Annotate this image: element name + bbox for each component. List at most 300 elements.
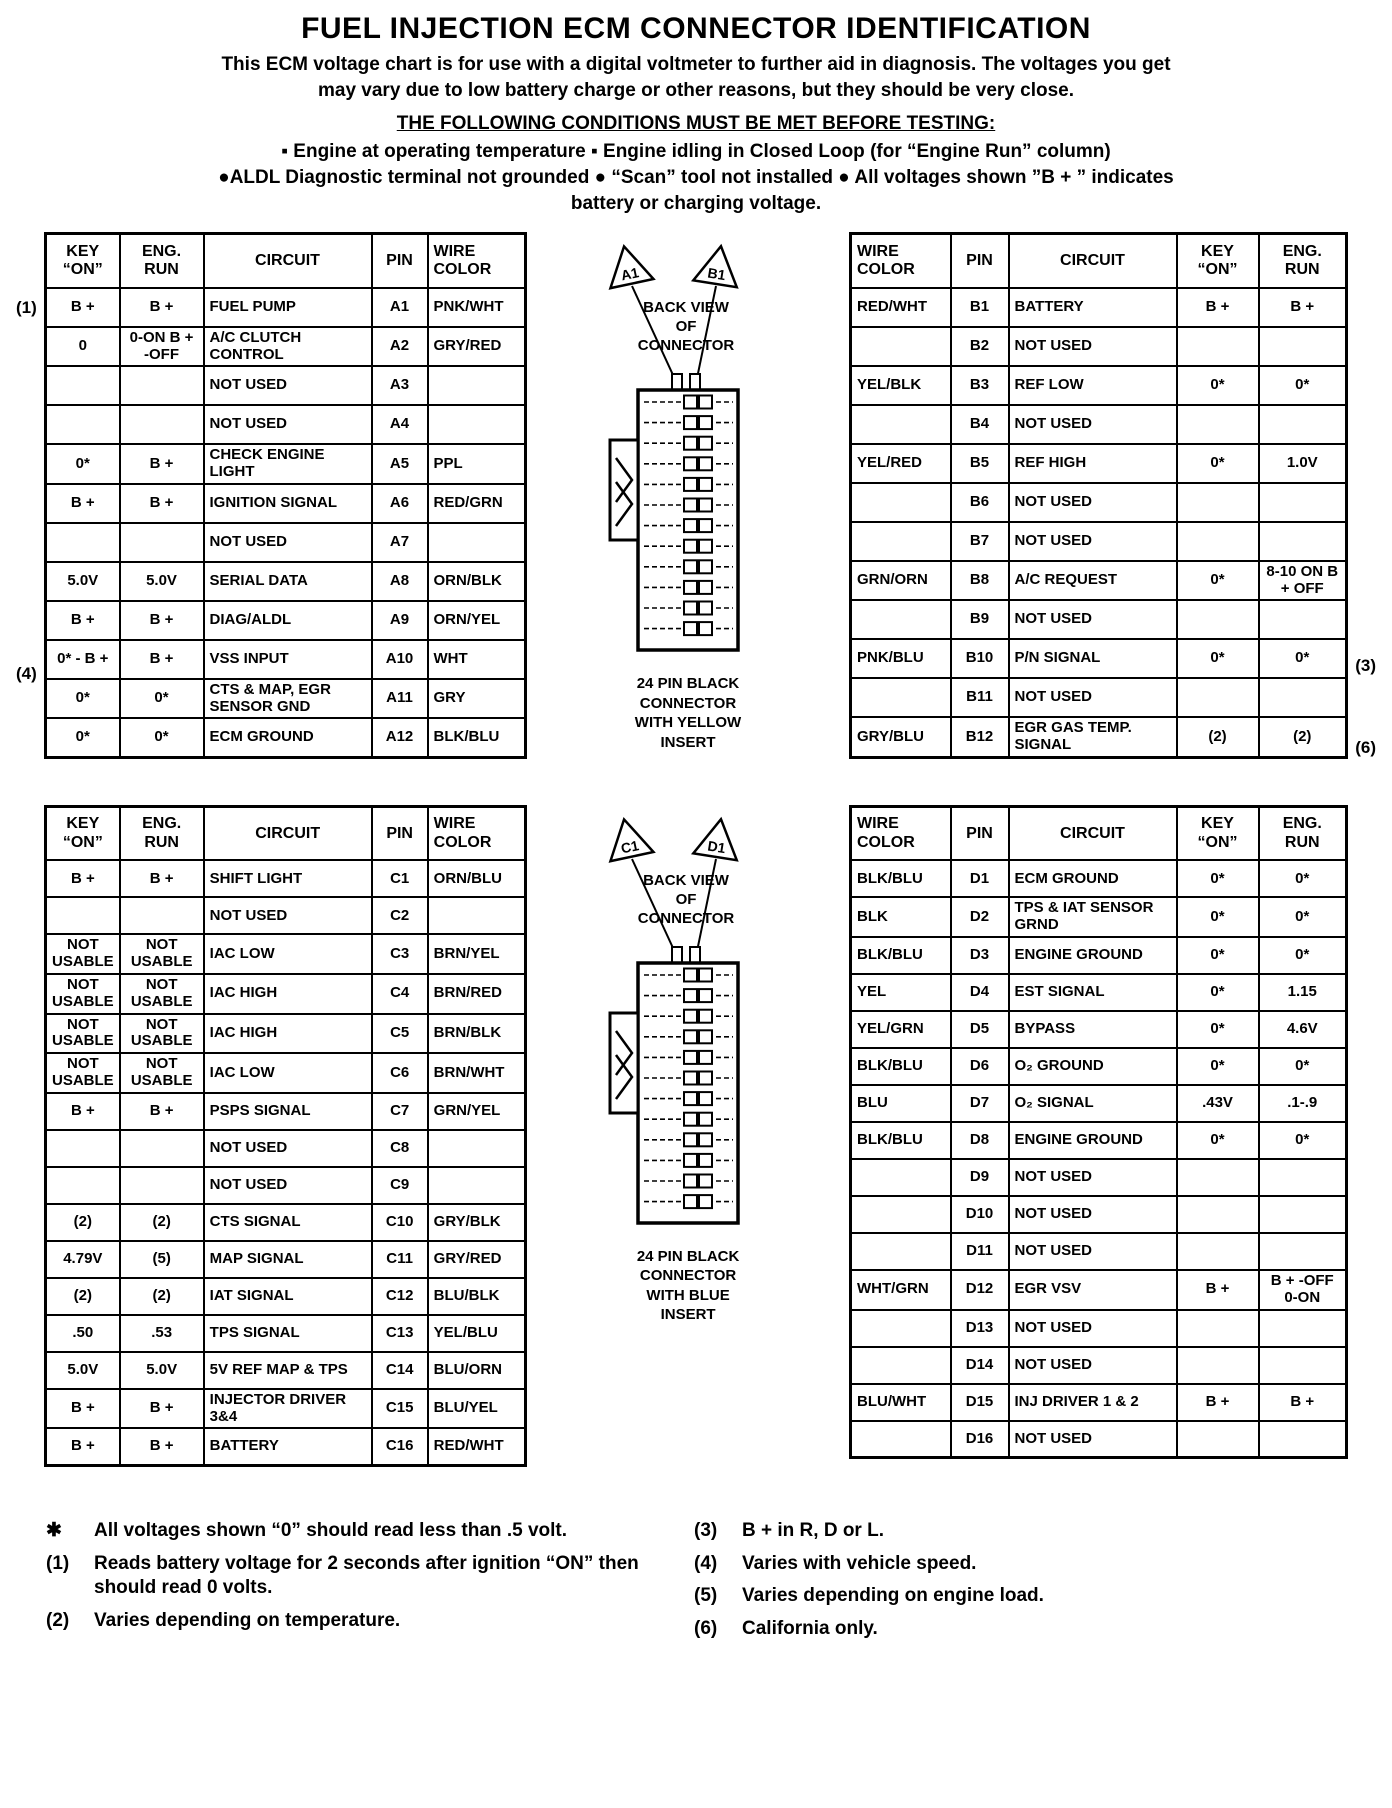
table-cell: A8 — [372, 562, 428, 601]
table-cell: D4 — [951, 974, 1009, 1011]
table-cell: B6 — [951, 483, 1009, 522]
table-cell: BATTERY — [1009, 288, 1177, 327]
footnote-marker: ✱ — [46, 1519, 62, 1541]
table-cell: (2) — [46, 1204, 120, 1241]
table-row — [851, 717, 1347, 757]
table-cell: YEL/BLU — [428, 1315, 526, 1352]
table-cell: D5 — [951, 1011, 1009, 1048]
table-cell: BRN/RED — [428, 974, 526, 1014]
table-cell: NOT USED — [1009, 522, 1177, 561]
table-cell — [1259, 1196, 1347, 1233]
column-header-circuit: CIRCUIT — [1009, 234, 1177, 288]
footnote — [694, 1617, 1346, 1642]
table-cell: SERIAL DATA — [204, 562, 372, 601]
table-cell: NOT USED — [1009, 1159, 1177, 1196]
section-connector-ab — [14, 232, 1378, 759]
table-cell: B + — [1177, 288, 1259, 327]
table-cell — [1177, 405, 1259, 444]
table-cell: B4 — [951, 405, 1009, 444]
table-cell: NOT USED — [204, 405, 372, 444]
table-row — [851, 483, 1347, 522]
column-header-wire: WIRE COLOR — [851, 806, 951, 860]
column-header-circuit: CIRCUIT — [204, 234, 372, 288]
footnote-marker: (5) — [694, 1585, 718, 1607]
table-cell: YEL/RED — [851, 444, 951, 483]
table-row — [46, 405, 526, 444]
table-cell: D9 — [951, 1159, 1009, 1196]
footnotes-left-column — [46, 1519, 646, 1650]
conditions-heading: THE FOLLOWING CONDITIONS MUST BE MET BEFORE TESTING: — [396, 113, 996, 135]
table-cell: CHECK ENGINE LIGHT — [204, 444, 372, 484]
footnote-marker: (1) — [46, 1552, 70, 1574]
footnote-marker: (3) — [694, 1519, 718, 1541]
column-header-circuit: CIRCUIT — [204, 806, 372, 860]
table-cell: NOT USED — [204, 1130, 372, 1167]
table-cell — [120, 405, 204, 444]
table-cell: C12 — [372, 1278, 428, 1315]
table-cell — [46, 405, 120, 444]
table-cell: C14 — [372, 1352, 428, 1389]
table-cell: 0* — [1177, 639, 1259, 678]
table-cell: D15 — [951, 1384, 1009, 1421]
table-row — [851, 405, 1347, 444]
table-cell: A11 — [372, 679, 428, 719]
table-cell: TPS & IAT SENSOR GRND — [1009, 897, 1177, 937]
table-cell: 0* — [1259, 860, 1347, 897]
table-cell: 0* — [1177, 860, 1259, 897]
table-cell: (2) — [120, 1278, 204, 1315]
table-cell: D14 — [951, 1347, 1009, 1384]
caption-line: 24 PIN BLACK — [636, 1247, 740, 1265]
table-row — [46, 1428, 526, 1465]
table-cell: 5.0V — [120, 1352, 204, 1389]
table-cell — [46, 1130, 120, 1167]
table-cell: CTS & MAP, EGR SENSOR GND — [204, 679, 372, 719]
warning-triangle-a1-icon — [603, 242, 654, 288]
footnote-text: B + in R, D or L. — [742, 1519, 884, 1541]
table-cell: P/N SIGNAL — [1009, 639, 1177, 678]
margin-note-b10: (3) — [1355, 656, 1376, 676]
table-row — [851, 1159, 1347, 1196]
table-cell: NOT USED — [204, 523, 372, 562]
footnotes — [14, 1519, 1378, 1650]
table-cell: BLU/ORN — [428, 1352, 526, 1389]
table-cell: (2) — [120, 1204, 204, 1241]
table-row — [46, 860, 526, 897]
table-cell: 5.0V — [120, 562, 204, 601]
table-cell: EGR GAS TEMP. SIGNAL — [1009, 717, 1177, 757]
table-cell — [1177, 600, 1259, 639]
table-cell: YEL — [851, 974, 951, 1011]
table-row — [851, 444, 1347, 483]
table-cell: BLK/BLU — [428, 718, 526, 757]
table-cell — [120, 1167, 204, 1204]
table-cell: (5) — [120, 1241, 204, 1278]
table-cell: GRY — [428, 679, 526, 719]
table-cell: A/C CLUTCH CONTROL — [204, 327, 372, 367]
table-cell: 4.79V — [46, 1241, 120, 1278]
caption-line: WITH BLUE — [646, 1286, 730, 1304]
table-cell: C6 — [372, 1053, 428, 1093]
table-cell: A12 — [372, 718, 428, 757]
table-cell: 0* — [46, 679, 120, 719]
column-header-pin: PIN — [372, 234, 428, 288]
table-cell: SHIFT LIGHT — [204, 860, 372, 897]
table-cell: TPS SIGNAL — [204, 1315, 372, 1352]
footnote — [694, 1552, 1346, 1577]
table-cell: GRN/YEL — [428, 1093, 526, 1130]
back-view-label-line2: OF — [675, 318, 697, 336]
table-cell: BLU — [851, 1085, 951, 1122]
table-cell: B + — [120, 1428, 204, 1465]
table-cell: IAC LOW — [204, 1053, 372, 1093]
table-cell: 5.0V — [46, 1352, 120, 1389]
table-cell: B + — [120, 444, 204, 484]
table-cell: NOT USED — [1009, 678, 1177, 717]
table-cell: NOT USED — [204, 366, 372, 405]
table-cell: NOT USED — [1009, 1310, 1177, 1347]
conditions-line1: ▪ Engine at operating temperature ▪ Engine idling in Closed Loop (for “Engine Run” column) — [281, 141, 1111, 163]
table-row — [851, 522, 1347, 561]
table-cell — [851, 1159, 951, 1196]
table-cell — [1259, 1159, 1347, 1196]
table-cell: D12 — [951, 1270, 1009, 1310]
table-cell: .43V — [1177, 1085, 1259, 1122]
table-cell: B + -OFF 0-ON — [1259, 1270, 1347, 1310]
warning-triangle-d1-icon — [693, 816, 742, 860]
table-cell: NOT USED — [1009, 483, 1177, 522]
table-cell: B + — [120, 601, 204, 640]
conditions-line3: battery or charging voltage. — [570, 192, 822, 214]
table-cell — [1259, 1347, 1347, 1384]
table-row — [851, 860, 1347, 897]
table-cell: NOT USED — [1009, 327, 1177, 366]
table-cell: 0* — [1177, 561, 1259, 601]
header-row — [46, 806, 526, 860]
column-header-eng-run: ENG. RUN — [1259, 806, 1347, 860]
table-row — [46, 1241, 526, 1278]
table-cell — [46, 523, 120, 562]
table-cell — [1259, 405, 1347, 444]
footnotes-right-column — [694, 1519, 1346, 1650]
table-cell: YEL/BLK — [851, 366, 951, 405]
table-cell: BLU/YEL — [428, 1389, 526, 1429]
table-cell — [1177, 522, 1259, 561]
table-cell: B + — [120, 1093, 204, 1130]
table-cell: .53 — [120, 1315, 204, 1352]
table-row — [851, 1196, 1347, 1233]
table-cell: D8 — [951, 1122, 1009, 1159]
table-row — [851, 897, 1347, 937]
table-cell: RED/WHT — [851, 288, 951, 327]
table-cell: (2) — [1259, 717, 1347, 757]
table-row — [851, 1011, 1347, 1048]
table-cell: B + — [1177, 1384, 1259, 1421]
table-cell: GRY/RED — [428, 327, 526, 367]
table-cell: A1 — [372, 288, 428, 327]
table-cell: C2 — [372, 897, 428, 934]
table-cell: BRN/WHT — [428, 1053, 526, 1093]
column-header-circuit: CIRCUIT — [1009, 806, 1177, 860]
footnote-text: Reads battery voltage for 2 seconds after ignition “ON” then should read 0 volts. — [94, 1552, 639, 1599]
table-cell — [428, 405, 526, 444]
table-cell: B + — [46, 1428, 120, 1465]
table-cell: O₂ SIGNAL — [1009, 1085, 1177, 1122]
back-view-label-line1: BACK VIEW — [643, 299, 729, 317]
table-cell: 0* — [1259, 366, 1347, 405]
intro-text-line1: This ECM voltage chart is for use with a digital voltmeter to further aid in diagnosis. The voltages you get — [221, 54, 1171, 75]
table-cell: 0* - B + — [46, 640, 120, 679]
table-cell: B1 — [951, 288, 1009, 327]
header-row — [851, 234, 1347, 288]
table-cell: BRN/BLK — [428, 1014, 526, 1054]
diagram-caption — [635, 674, 741, 752]
table-cell: C15 — [372, 1389, 428, 1429]
table-cell: B12 — [951, 717, 1009, 757]
table-cell — [1177, 1310, 1259, 1347]
table-cell: 0* — [1177, 1122, 1259, 1159]
table-cell: 0* — [1177, 1011, 1259, 1048]
table-cell: IGNITION SIGNAL — [204, 484, 372, 523]
table-row — [851, 1347, 1347, 1384]
table-row — [851, 1421, 1347, 1458]
column-header-wire: WIRE COLOR — [428, 234, 526, 288]
table-cell: B + — [120, 288, 204, 327]
table-cell: FUEL PUMP — [204, 288, 372, 327]
table-cell: (2) — [1177, 717, 1259, 757]
footnote — [694, 1519, 1346, 1544]
table-cell: D16 — [951, 1421, 1009, 1458]
margin-note-a10: (4) — [16, 664, 37, 684]
table-row — [46, 366, 526, 405]
table-cell — [1177, 1196, 1259, 1233]
table-cell: 0 — [46, 327, 120, 367]
table-cell: BLK/BLU — [851, 1122, 951, 1159]
table-cell: C11 — [372, 1241, 428, 1278]
table-cell: 0* — [1259, 1048, 1347, 1085]
table-cell: IAC HIGH — [204, 1014, 372, 1054]
table-cell — [1259, 327, 1347, 366]
table-cell: NOT USED — [204, 897, 372, 934]
table-cell: 0* — [1177, 1048, 1259, 1085]
table-row — [46, 1093, 526, 1130]
diagram-caption — [637, 1247, 740, 1325]
table-cell: B + — [46, 601, 120, 640]
table-cell: NOT USED — [1009, 405, 1177, 444]
table-cell: B10 — [951, 639, 1009, 678]
table-cell: BLK — [851, 897, 951, 937]
table-cell: 0* — [1259, 937, 1347, 974]
table-cell: B + — [46, 860, 120, 897]
table-cell — [428, 1167, 526, 1204]
pin-grid — [644, 396, 733, 636]
svg-text:C1: C1 — [619, 837, 641, 857]
table-row — [851, 1048, 1347, 1085]
table-cell — [851, 600, 951, 639]
table-cell: BLK/BLU — [851, 937, 951, 974]
table-cell: GRY/BLU — [851, 717, 951, 757]
table-cell — [1177, 1347, 1259, 1384]
table-cell — [851, 1196, 951, 1233]
table-cell: D11 — [951, 1233, 1009, 1270]
table-cell: A/C REQUEST — [1009, 561, 1177, 601]
footnote-text: All voltages shown “0” should read less than .5 volt. — [94, 1519, 567, 1541]
table-cell: 0* — [1177, 897, 1259, 937]
table-row — [851, 1085, 1347, 1122]
column-header-key-on: KEY “ON” — [46, 234, 120, 288]
table-cell: MAP SIGNAL — [204, 1241, 372, 1278]
table-row — [46, 718, 526, 757]
pin-grid — [644, 968, 733, 1208]
table-row — [46, 1389, 526, 1429]
warning-triangle-b1-icon — [693, 243, 742, 287]
table-row — [46, 1278, 526, 1315]
connector-diagram-cd — [593, 813, 783, 1325]
table-cell: EST SIGNAL — [1009, 974, 1177, 1011]
footnote — [46, 1609, 646, 1634]
table-cell: B + — [1177, 1270, 1259, 1310]
table-cell: B + — [46, 1389, 120, 1429]
table-row — [46, 484, 526, 523]
table-cell: NOT USED — [1009, 1196, 1177, 1233]
table-cell: 0* — [46, 444, 120, 484]
table-cell: B + — [1259, 288, 1347, 327]
column-header-key-on: KEY “ON” — [1177, 806, 1259, 860]
footnote-text: Varies depending on engine load. — [742, 1585, 1044, 1607]
table-cell: 0* — [1177, 366, 1259, 405]
table-cell — [851, 1233, 951, 1270]
table-cell: NOT USED — [1009, 1347, 1177, 1384]
table-cell: .1-.9 — [1259, 1085, 1347, 1122]
table-cell — [46, 1167, 120, 1204]
table-cell: ECM GROUND — [1009, 860, 1177, 897]
table-cell: B5 — [951, 444, 1009, 483]
table-row — [46, 327, 526, 367]
back-view-label-line1: BACK VIEW — [643, 871, 729, 889]
table-row — [851, 1384, 1347, 1421]
column-header-pin: PIN — [372, 806, 428, 860]
table-cell: A6 — [372, 484, 428, 523]
table-cell — [120, 366, 204, 405]
table-row — [851, 1310, 1347, 1347]
table-row — [46, 288, 526, 327]
column-header-pin: PIN — [951, 234, 1009, 288]
table-cell: A9 — [372, 601, 428, 640]
footnote-text: Varies with vehicle speed. — [742, 1552, 977, 1574]
table-row — [46, 523, 526, 562]
connector-back-view-drawing-ab — [598, 240, 778, 668]
table-cell: BATTERY — [204, 1428, 372, 1465]
footnote-text: California only. — [742, 1618, 878, 1640]
table-row — [46, 1315, 526, 1352]
table-cell — [46, 366, 120, 405]
caption-line: 24 PIN BLACK — [636, 675, 740, 693]
table-cell: ENGINE GROUND — [1009, 1122, 1177, 1159]
table-cell — [428, 1130, 526, 1167]
table-cell — [1259, 1233, 1347, 1270]
table-cell: ENGINE GROUND — [1009, 937, 1177, 974]
table-row — [851, 327, 1347, 366]
table-cell: NOT USABLE — [46, 934, 120, 974]
table-cell: WHT — [428, 640, 526, 679]
column-header-pin: PIN — [951, 806, 1009, 860]
table-cell — [851, 522, 951, 561]
table-cell: NOT USABLE — [46, 974, 120, 1014]
table-cell: (2) — [46, 1278, 120, 1315]
table-cell: B2 — [951, 327, 1009, 366]
table-cell: BLU/WHT — [851, 1384, 951, 1421]
table-cell: C9 — [372, 1167, 428, 1204]
table-cell — [1259, 1310, 1347, 1347]
connector-diagram-ab — [593, 240, 783, 752]
footnote — [46, 1519, 646, 1544]
table-cell: C10 — [372, 1204, 428, 1241]
connector-a-table — [44, 232, 527, 759]
table-cell: NOT USED — [1009, 600, 1177, 639]
header-row — [46, 234, 526, 288]
table-cell: PNK/WHT — [428, 288, 526, 327]
table-row — [851, 288, 1347, 327]
table-cell: GRN/ORN — [851, 561, 951, 601]
table-cell: .50 — [46, 1315, 120, 1352]
margin-note-a1: (1) — [16, 298, 37, 318]
document-header — [14, 12, 1378, 216]
table-row — [46, 1014, 526, 1054]
table-cell — [1259, 483, 1347, 522]
table-cell: VSS INPUT — [204, 640, 372, 679]
table-cell: D7 — [951, 1085, 1009, 1122]
table-cell: 0-ON B + -OFF — [120, 327, 204, 367]
table-cell: ORN/YEL — [428, 601, 526, 640]
table-cell: A5 — [372, 444, 428, 484]
column-header-eng-run: ENG. RUN — [120, 806, 204, 860]
connector-c-table — [44, 805, 527, 1467]
table-cell: 0* — [120, 718, 204, 757]
table-cell: REF HIGH — [1009, 444, 1177, 483]
table-cell: EGR VSV — [1009, 1270, 1177, 1310]
column-header-wire: WIRE COLOR — [851, 234, 951, 288]
table-cell — [120, 897, 204, 934]
table-cell: C13 — [372, 1315, 428, 1352]
back-view-label-line3: CONNECTOR — [637, 909, 735, 927]
table-cell: 0* — [1177, 937, 1259, 974]
table-cell — [1259, 678, 1347, 717]
svg-text:B1: B1 — [706, 264, 727, 284]
table-row — [46, 1352, 526, 1389]
footnote — [694, 1584, 1346, 1609]
table-cell: NOT USABLE — [120, 934, 204, 974]
table-cell: B8 — [951, 561, 1009, 601]
column-header-eng-run: ENG. RUN — [120, 234, 204, 288]
table-cell: ORN/BLU — [428, 860, 526, 897]
table-row — [46, 640, 526, 679]
table-cell — [851, 483, 951, 522]
caption-line: WITH YELLOW — [634, 714, 742, 732]
table-cell — [120, 523, 204, 562]
table-row — [851, 937, 1347, 974]
table-cell — [851, 1421, 951, 1458]
table-cell: DIAG/ALDL — [204, 601, 372, 640]
table-row — [46, 934, 526, 974]
table-cell — [1177, 1159, 1259, 1196]
table-cell — [428, 897, 526, 934]
table-cell — [851, 1310, 951, 1347]
table-cell: 1.15 — [1259, 974, 1347, 1011]
table-cell: RED/GRN — [428, 484, 526, 523]
table-cell: INJECTOR DRIVER 3&4 — [204, 1389, 372, 1429]
table-cell — [851, 327, 951, 366]
table-cell: NOT USABLE — [46, 1014, 120, 1054]
